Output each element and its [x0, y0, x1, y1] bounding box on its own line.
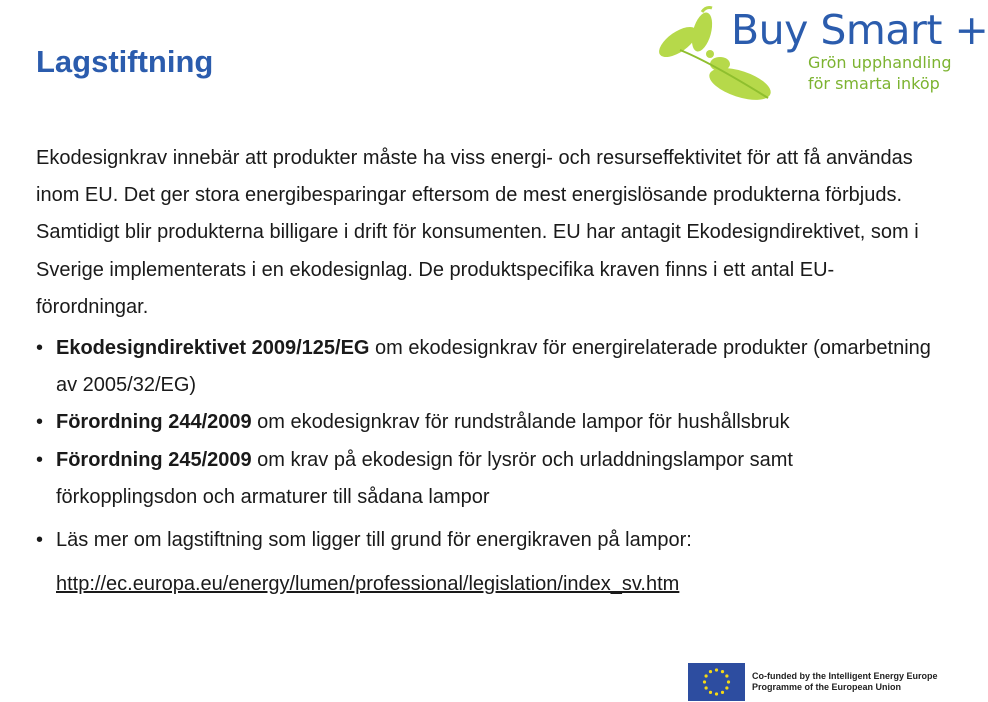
- eu-star-icon: [725, 686, 728, 689]
- bullet-text: om krav på ekodesign för lysrör och urladdningslampor samt förkopplingsdon och armaturer till sådana lampor: [56, 448, 793, 508]
- bullet-item: [36, 330, 936, 404]
- eu-star-icon: [709, 670, 712, 673]
- eu-star-icon: [715, 692, 718, 695]
- logo-tagline-2: för smarta inköp: [808, 74, 940, 93]
- bullet-text: om ekodesignkrav för rundstrålande lampor för hushållsbruk: [251, 411, 790, 434]
- logo-name: Buy Smart +: [731, 6, 988, 54]
- eu-star-icon: [703, 680, 706, 683]
- eu-star-icon: [727, 680, 730, 683]
- eu-text-line-2: Programme of the European Union: [752, 682, 902, 692]
- bullet-list: [36, 330, 936, 559]
- slide-content: [36, 140, 936, 603]
- eu-star-icon: [721, 670, 724, 673]
- bullet-bold-text: Förordning 245/2009: [56, 448, 252, 471]
- slide-title: Lagstiftning: [36, 44, 214, 79]
- eu-star-icon: [705, 674, 708, 677]
- eu-star-icon: [715, 668, 718, 671]
- link-row: [36, 566, 936, 603]
- bullet-bold-text: Ekodesigndirektivet 2009/125/EG: [56, 337, 370, 360]
- eu-text-line-1: Co-funded by the Intelligent Energy Europe: [752, 671, 938, 681]
- bullet-bold-text: Förordning 244/2009: [56, 411, 252, 434]
- eu-flag-icon: [688, 663, 745, 701]
- intro-paragraph: Ekodesignkrav innebär att produkter måste ha viss energi- och resurseffektivitet för att få användas inom EU. Det ger stora energibesparingar eftersom de mest energislösande produkterna förbjuds. Samtidigt blir produkterna billigare i drift för konsumenten. EU har antagit Ekodesigndirektivet, som i Sverige implementerats i en ekodesignlag. De produktspecifika kraven finns i ett antal EU-förordningar.: [36, 147, 919, 318]
- legislation-link[interactable]: http://ec.europa.eu/energy/lumen/professional/legislation/index_sv.htm: [56, 573, 680, 596]
- buy-smart-logo: [640, 2, 988, 114]
- logo-tagline-1: Grön upphandling: [808, 53, 952, 72]
- bullet-item: [36, 404, 936, 441]
- eu-cofunding-footer: [688, 663, 958, 701]
- eu-cofunding-text: [752, 671, 938, 693]
- eu-star-icon: [721, 691, 724, 694]
- eu-star-icon: [705, 686, 708, 689]
- bullet-text: Läs mer om lagstiftning som ligger till grund för energikraven på lampor:: [56, 529, 692, 552]
- eu-star-icon: [725, 674, 728, 677]
- eu-star-icon: [709, 691, 712, 694]
- bullet-item: [36, 442, 936, 516]
- bullet-item: [36, 522, 936, 559]
- bullet-text: om ekodesignkrav för energirelaterade produkter (omarbetning av 2005/32/EG): [56, 337, 931, 397]
